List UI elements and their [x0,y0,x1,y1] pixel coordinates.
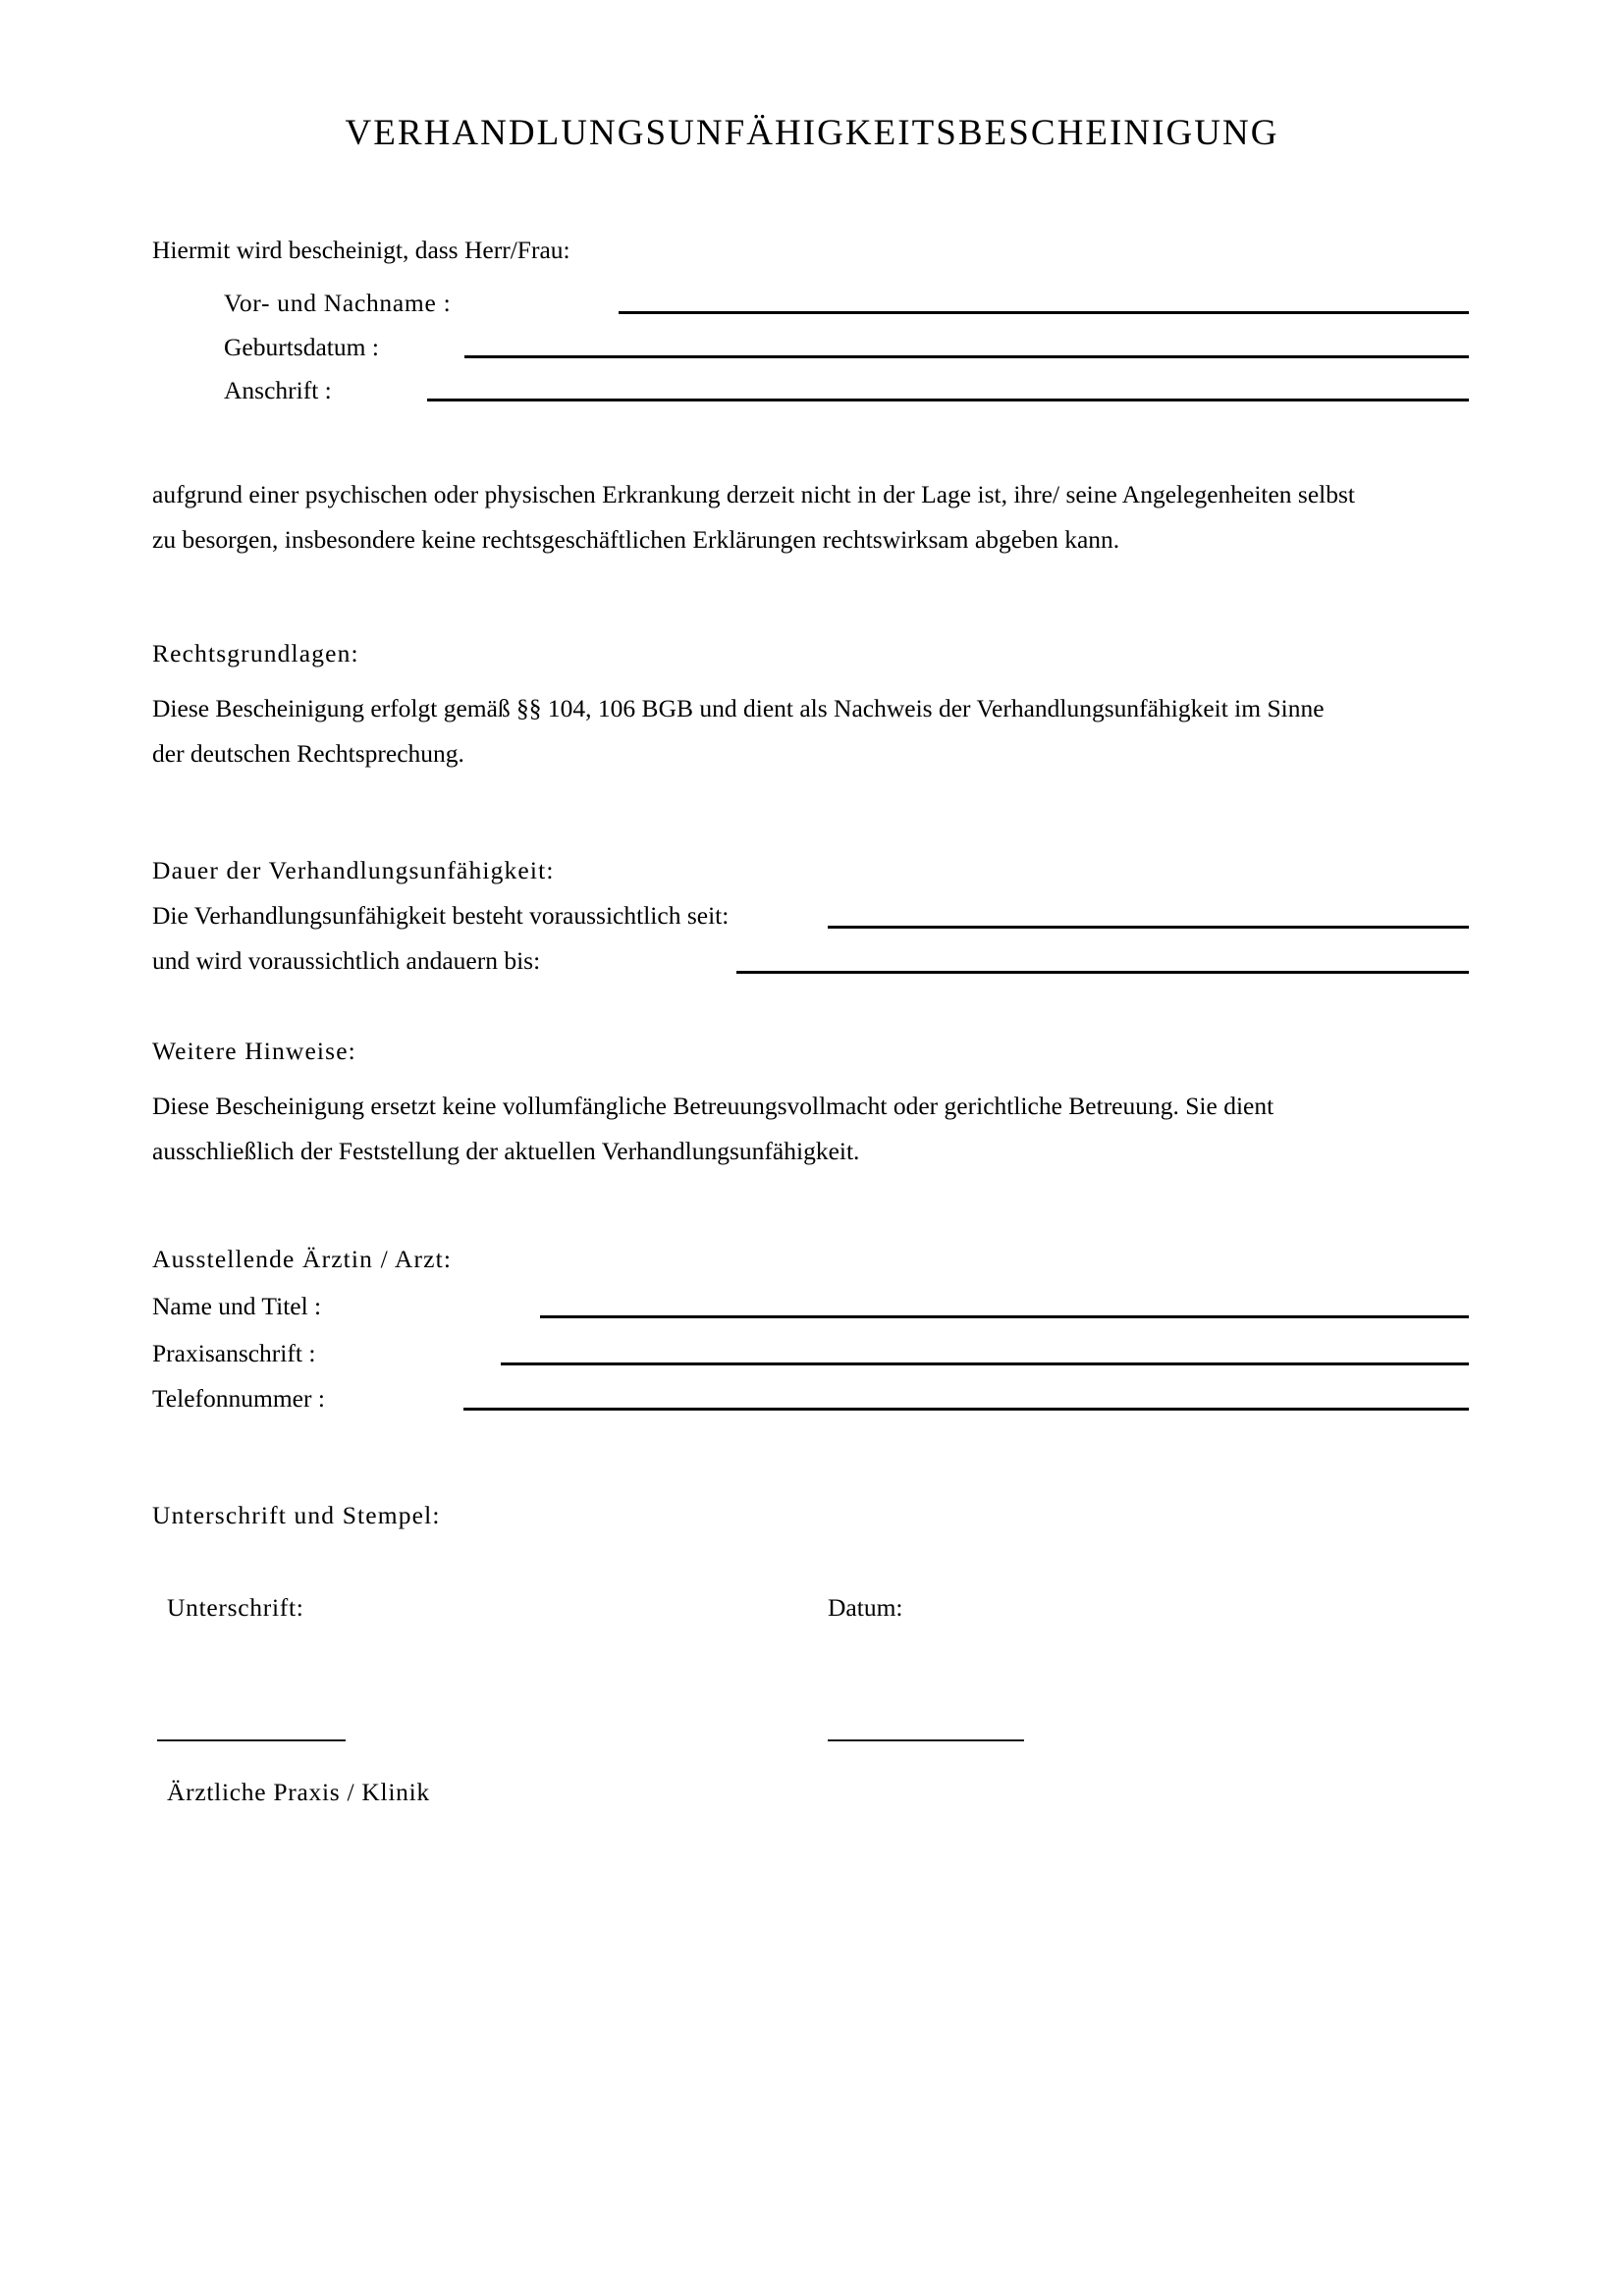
label-issuer-address: Praxisanschrift : [152,1339,316,1367]
label-date: Datum: [828,1593,903,1622]
label-issuer-name: Name und Titel : [152,1292,322,1320]
label-anschrift: Anschrift : [224,376,332,404]
label-geburtsdatum: Geburtsdatum : [224,333,379,361]
signature-heading: Unterschrift und Stempel: [152,1501,441,1529]
legal-basis-line-2: der deutschen Rechtsprechung. [152,739,464,768]
statement-line-2: zu besorgen, insbesondere keine rechtsgeschäftlichen Erklärungen rechtswirksam abgeben kann. [152,525,1120,554]
label-signature: Unterschrift: [167,1593,304,1622]
signature-rule[interactable] [157,1739,346,1741]
statement-paragraph [152,472,1355,562]
input-rule-anschrift[interactable] [427,399,1469,401]
label-vorname-nachname: Vor- und Nachname : [224,289,452,317]
issuer-heading: Ausstellende Ärztin / Arzt: [152,1245,453,1273]
duration-heading: Dauer der Verhandlungsunfähigkeit: [152,856,555,884]
input-rule-vorname-nachname[interactable] [619,311,1469,314]
legal-basis-paragraph [152,686,1325,776]
footer-practice-label: Ärztliche Praxis / Klinik [167,1778,430,1806]
input-rule-issuer-address[interactable] [501,1362,1469,1365]
notes-heading: Weitere Hinweise: [152,1037,356,1065]
legal-basis-heading: Rechtsgrundlagen: [152,639,359,667]
notes-paragraph [152,1084,1273,1174]
input-rule-geburtsdatum[interactable] [464,355,1469,358]
statement-line-1: aufgrund einer psychischen oder physischen Erkrankung derzeit nicht in der Lage ist, ihre/ seine Angelegenheiten selbst [152,480,1356,508]
legal-basis-line-1: Diese Bescheinigung erfolgt gemäß §§ 104, 106 BGB und dient als Nachweis der Verhandlungsunfähigkeit im Sinne [152,694,1325,722]
label-duration-until: und wird voraussichtlich andauern bis: [152,946,541,975]
notes-line-2: ausschließlich der Feststellung der aktuellen Verhandlungsunfähigkeit. [152,1137,860,1165]
page-title: VERHANDLUNGSUNFÄHIGKEITSBESCHEINIGUNG [345,113,1279,153]
notes-line-1: Diese Bescheinigung ersetzt keine vollumfängliche Betreuungsvollmacht oder gerichtliche Betreuung. Sie dient [152,1092,1274,1120]
input-rule-duration-until[interactable] [736,971,1469,974]
intro-text: Hiermit wird bescheinigt, dass Herr/Frau: [152,236,570,264]
date-rule[interactable] [828,1739,1024,1741]
input-rule-duration-since[interactable] [828,926,1469,929]
label-issuer-phone: Telefonnummer : [152,1384,325,1413]
input-rule-issuer-name[interactable] [540,1315,1469,1318]
label-duration-since: Die Verhandlungsunfähigkeit besteht voraussichtlich seit: [152,901,730,930]
input-rule-issuer-phone[interactable] [463,1408,1469,1411]
